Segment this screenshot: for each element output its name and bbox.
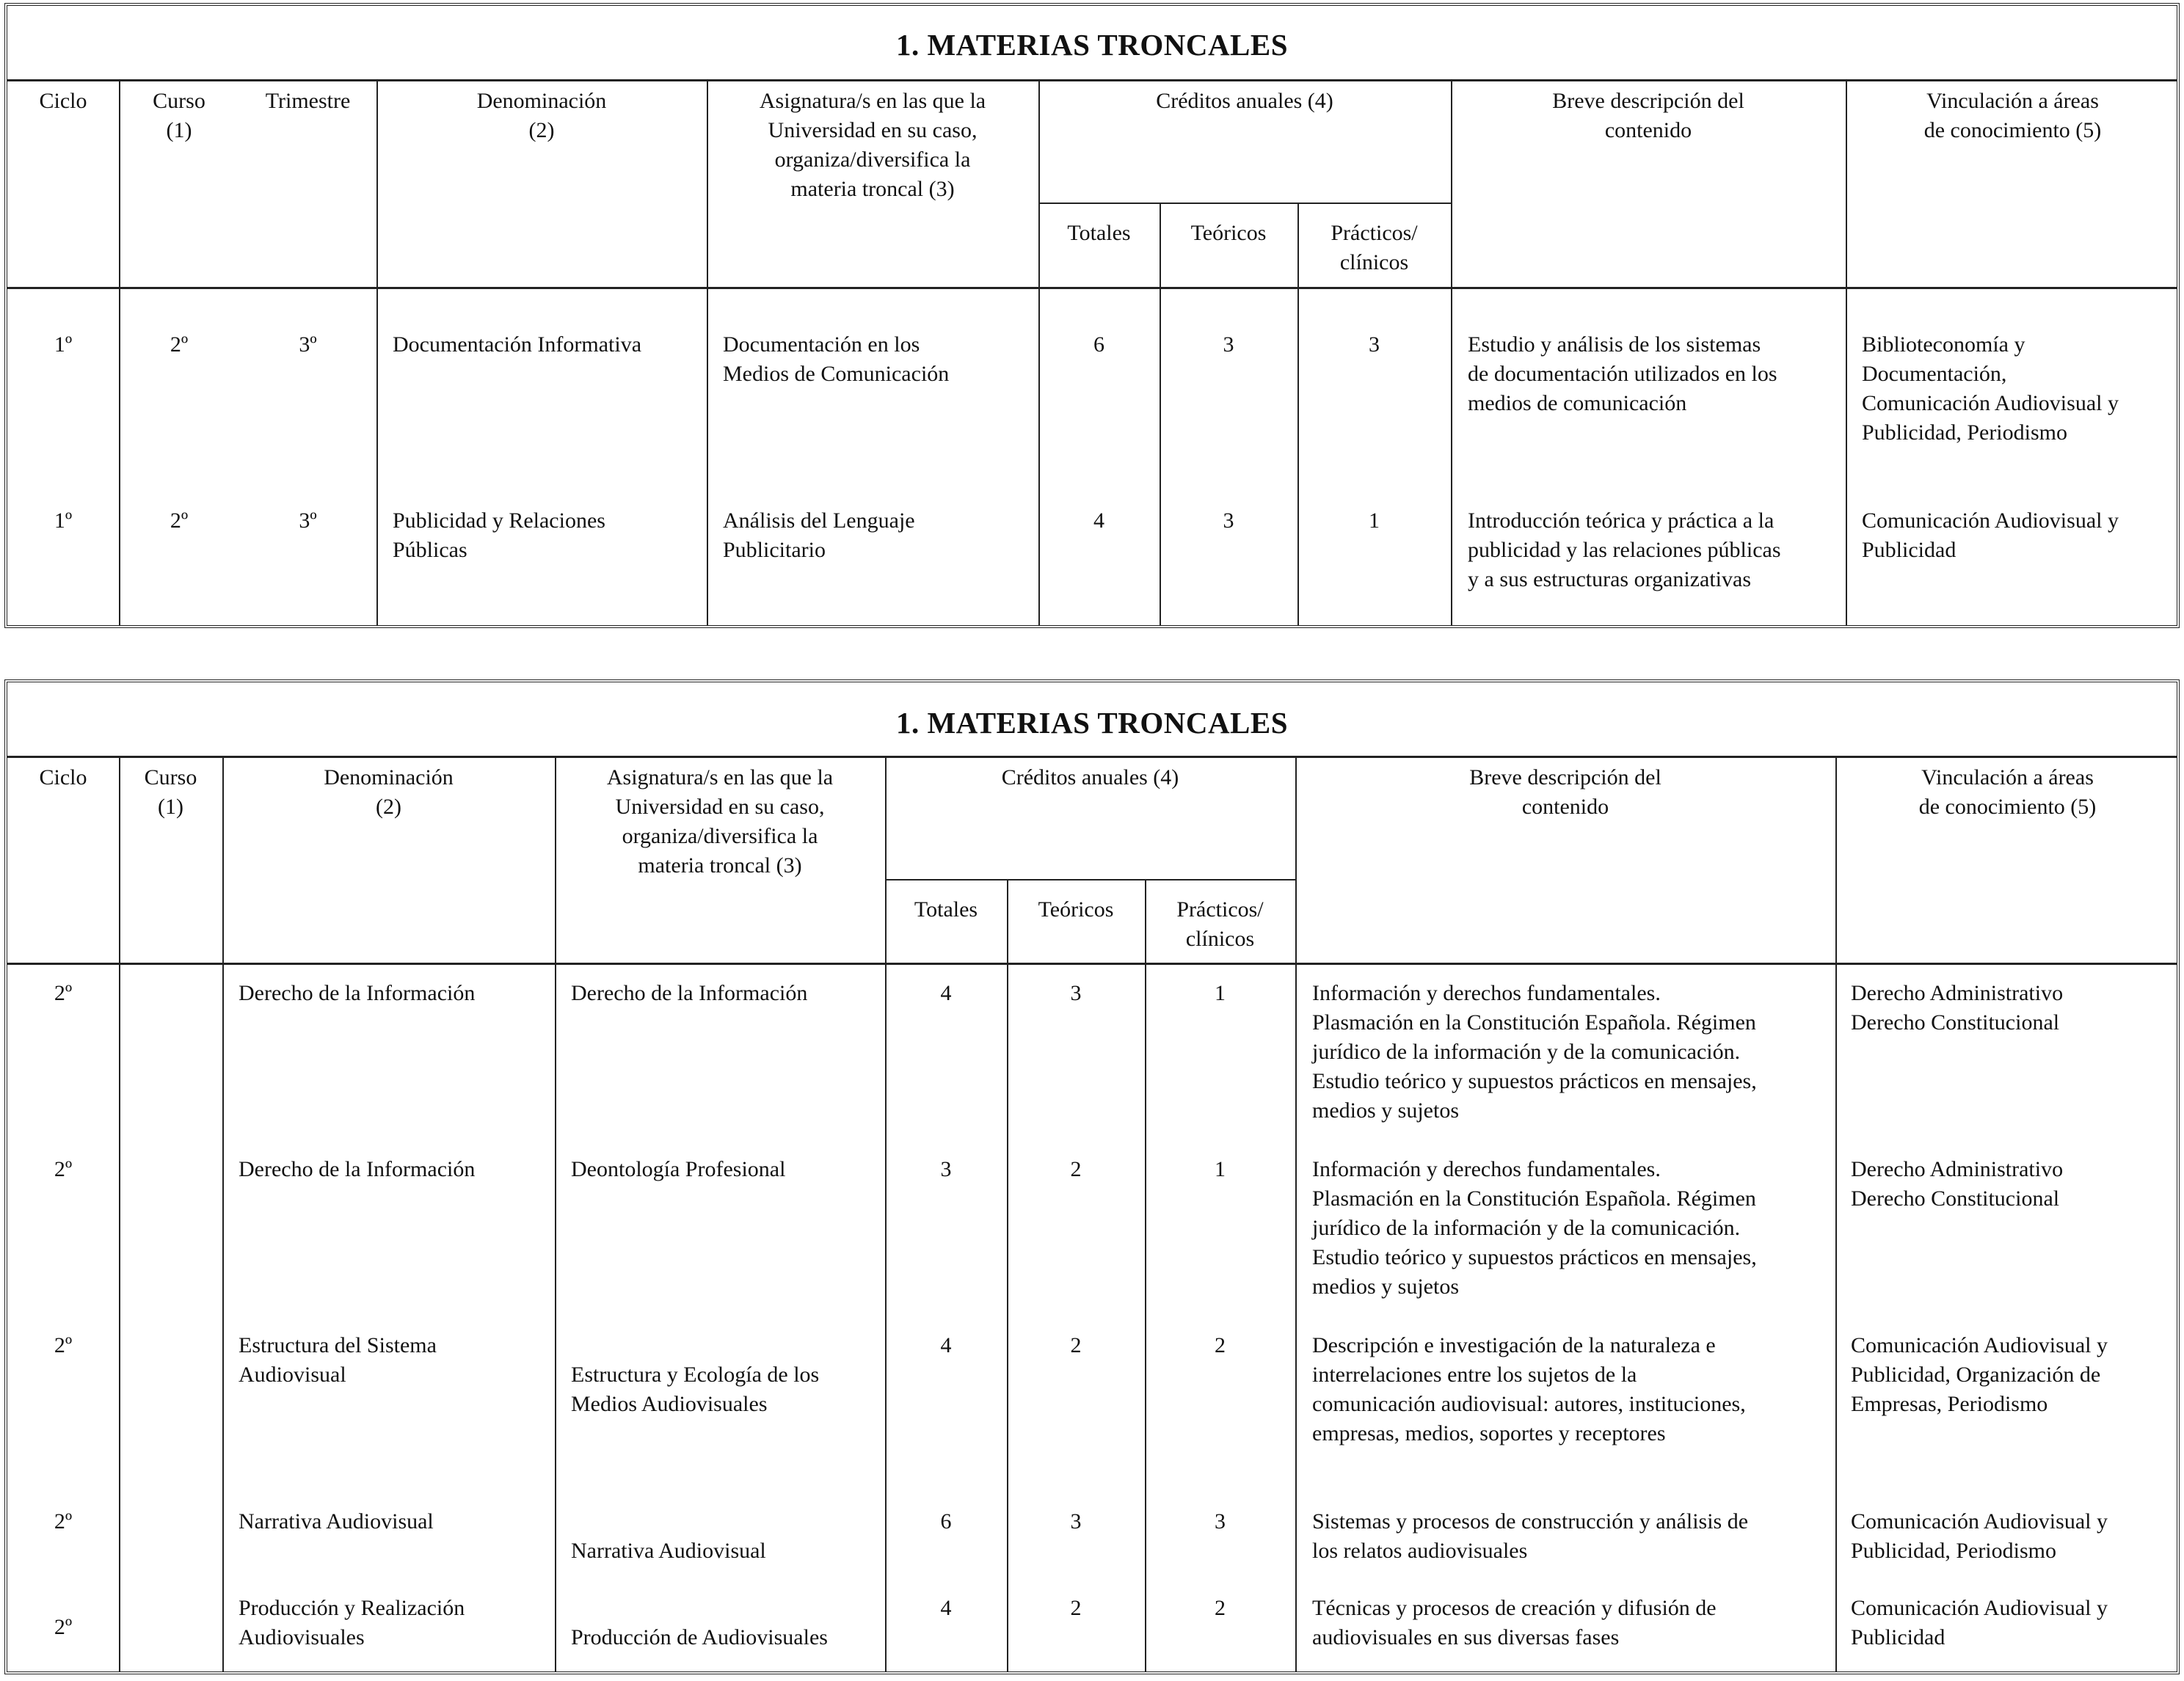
cell-asignatura: Análisis del Lenguaje Publicitario (723, 508, 915, 562)
cell-totales: 4 (940, 1596, 952, 1620)
header-denominacion: Denominación (2) (324, 765, 454, 819)
cell-totales: 3 (940, 1157, 952, 1181)
cell-totales: 6 (1093, 332, 1104, 357)
divider (1846, 79, 1847, 625)
cell-vinculacion: Comunicación Audiovisual y Publicidad (1862, 508, 2119, 562)
cell-vinculacion: Comunicación Audiovisual y Publicidad, Organización de Empresas, Periodismo (1851, 1333, 2108, 1416)
cell-descripcion: Introducción teórica y práctica a la publicidad y las relaciones públicas y a sus estructuras organizativas (1468, 508, 1781, 591)
cell-denominacion: Derecho de la Información (239, 981, 476, 1005)
cell-ciclo: 1º (54, 332, 73, 357)
header-asignatura: Asignatura/s en las que la Universidad en su caso, organiza/diversifica la materia troncal (3) (606, 765, 834, 878)
header-practicos: Prácticos/ clínicos (1176, 897, 1264, 951)
cell-asignatura: Estructura y Ecología de los Medios Audiovisuales (571, 1363, 820, 1416)
cell-practicos: 1 (1369, 508, 1380, 533)
cell-totales: 4 (940, 1333, 952, 1357)
cell-teoricos: 3 (1070, 1509, 1082, 1534)
cell-ciclo: 2º (54, 981, 73, 1005)
divider (1451, 79, 1452, 625)
cell-practicos: 3 (1369, 332, 1380, 357)
cell-ciclo: 2º (54, 1509, 73, 1534)
divider (222, 756, 224, 1671)
divider (376, 79, 378, 625)
cell-denominacion: Derecho de la Información (239, 1157, 476, 1181)
cell-curso: 2º (170, 332, 189, 357)
cell-vinculacion: Biblioteconomía y Documentación, Comunicación Audiovisual y Publicidad, Periodismo (1862, 332, 2119, 445)
table-title: 1. MATERIAS TRONCALES (895, 706, 1289, 740)
header-ciclo: Ciclo (39, 765, 87, 790)
cell-trimestre: 3º (299, 508, 317, 533)
header-asignatura: Asignatura/s en las que la Universidad en su caso, organiza/diversifica la materia troncal (3) (759, 89, 986, 201)
cell-teoricos: 2 (1070, 1157, 1082, 1181)
cell-practicos: 2 (1215, 1333, 1226, 1357)
cell-descripcion: Técnicas y procesos de creación y difusión de audiovisuales en sus diversas fases (1312, 1596, 1717, 1649)
table-materias-troncales-2 (4, 679, 2180, 1674)
header-totales: Totales (1067, 221, 1131, 245)
header-descripcion: Breve descripción del contenido (1469, 765, 1661, 819)
cell-denominacion: Documentación Informativa (393, 332, 642, 357)
cell-totales: 4 (940, 981, 952, 1005)
cell-practicos: 2 (1215, 1596, 1226, 1620)
divider (885, 879, 1295, 880)
header-divider (7, 287, 2177, 289)
cell-descripcion: Descripción e investigación de la naturaleza e interrelaciones entre los sujetos de la comunicación audiovisual: autores, instituciones, empresas, medios, soportes y receptores (1312, 1333, 1746, 1445)
cell-teoricos: 3 (1223, 332, 1234, 357)
cell-ciclo: 2º (54, 1157, 73, 1181)
cell-practicos: 1 (1215, 981, 1226, 1005)
table-title: 1. MATERIAS TRONCALES (895, 28, 1289, 62)
cell-curso: 2º (170, 508, 189, 533)
cell-asignatura: Deontología Profesional (571, 1157, 786, 1181)
cell-denominacion: Publicidad y Relaciones Públicas (393, 508, 605, 562)
cell-descripcion: Información y derechos fundamentales. Plasmación en la Constitución Española. Régimen jurídico de la información y de la comunicación. Estudio teórico y supuestos prácticos en mensajes, medios y sujetos (1312, 1157, 1757, 1299)
cell-ciclo: 1º (54, 508, 73, 533)
cell-teoricos: 3 (1070, 981, 1082, 1005)
header-vinculacion: Vinculación a áreas de conocimiento (5) (1923, 89, 2102, 142)
cell-asignatura: Derecho de la Información (571, 981, 808, 1005)
divider (7, 756, 2177, 758)
cell-teoricos: 3 (1223, 508, 1234, 533)
header-vinculacion: Vinculación a áreas de conocimiento (5) (1918, 765, 2097, 819)
header-teoricos: Teóricos (1190, 221, 1267, 245)
cell-teoricos: 2 (1070, 1596, 1082, 1620)
divider (1835, 756, 1837, 1671)
cell-descripcion: Sistemas y procesos de construcción y análisis de los relatos audiovisuales (1312, 1509, 1749, 1563)
cell-denominacion: Producción y Realización Audiovisuales (239, 1596, 465, 1649)
cell-practicos: 1 (1215, 1157, 1226, 1181)
header-curso: Curso (1) (153, 89, 205, 142)
header-divider (7, 963, 2177, 965)
cell-denominacion: Narrativa Audiovisual (239, 1509, 434, 1534)
cell-ciclo: 2º (54, 1333, 73, 1357)
header-practicos: Prácticos/ clínicos (1331, 221, 1418, 274)
cell-descripcion: Información y derechos fundamentales. Plasmación en la Constitución Española. Régimen jurídico de la información y de la comunicación. Estudio teórico y supuestos prácticos en mensajes, medios y sujetos (1312, 981, 1757, 1123)
cell-vinculacion: Comunicación Audiovisual y Publicidad, Periodismo (1851, 1509, 2108, 1563)
header-denominacion: Denominación (2) (476, 89, 607, 142)
table-materias-troncales-1 (4, 3, 2180, 628)
header-trimestre: Trimestre (265, 89, 351, 113)
cell-descripcion: Estudio y análisis de los sistemas de documentación utilizados en los medios de comunicación (1468, 332, 1777, 415)
cell-asignatura: Producción de Audiovisuales (571, 1625, 828, 1649)
header-descripcion: Breve descripción del contenido (1552, 89, 1744, 142)
cell-teoricos: 2 (1070, 1333, 1082, 1357)
cell-asignatura: Narrativa Audiovisual (571, 1539, 766, 1563)
cell-ciclo: 2º (54, 1615, 73, 1639)
cell-practicos: 3 (1215, 1509, 1226, 1534)
divider (1295, 756, 1297, 1671)
cell-asignatura: Documentación en los Medios de Comunicación (723, 332, 950, 386)
header-creditos: Créditos anuales (4) (1001, 765, 1179, 790)
header-creditos: Créditos anuales (4) (1156, 89, 1333, 113)
divider (555, 756, 556, 1671)
cell-trimestre: 3º (299, 332, 317, 357)
divider (7, 79, 2177, 81)
cell-vinculacion: Derecho Administrativo Derecho Constitucional (1851, 981, 2064, 1035)
divider (119, 756, 120, 1671)
cell-vinculacion: Comunicación Audiovisual y Publicidad (1851, 1596, 2108, 1649)
header-curso: Curso (1) (144, 765, 197, 819)
header-teoricos: Teóricos (1038, 897, 1114, 922)
cell-vinculacion: Derecho Administrativo Derecho Constitucional (1851, 1157, 2064, 1211)
divider (1038, 203, 1451, 204)
cell-denominacion: Estructura del Sistema Audiovisual (239, 1333, 437, 1387)
cell-totales: 4 (1093, 508, 1104, 533)
divider (1160, 203, 1161, 625)
cell-totales: 6 (940, 1509, 952, 1534)
header-ciclo: Ciclo (39, 89, 87, 113)
header-totales: Totales (914, 897, 978, 922)
